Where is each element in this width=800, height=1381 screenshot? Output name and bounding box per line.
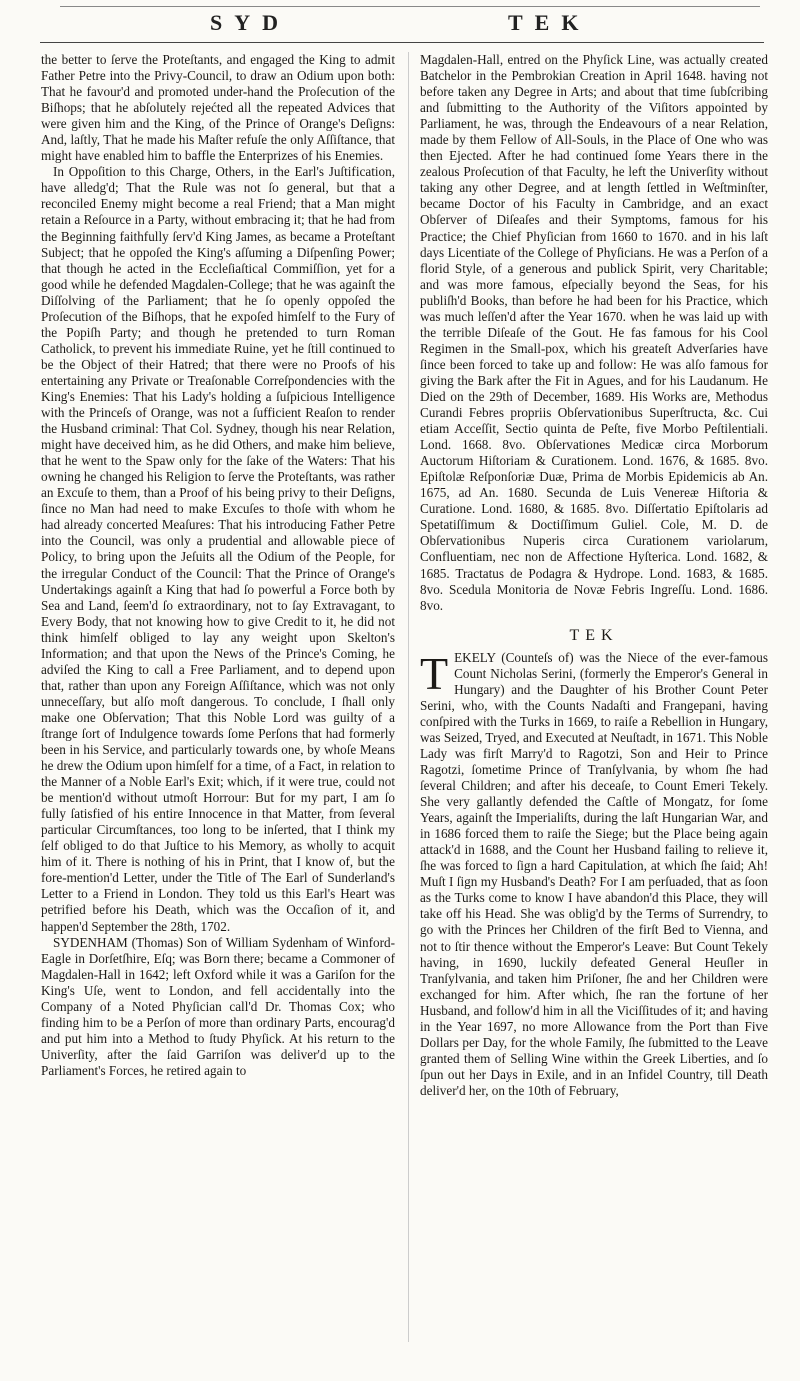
drop-cap: T (420, 647, 449, 699)
running-head-right: TEK (508, 10, 591, 35)
right-column (420, 52, 768, 1099)
top-rule (60, 6, 760, 7)
tekely-entry (420, 647, 768, 1099)
header-rule (40, 42, 764, 43)
left-column (41, 52, 395, 1079)
tekely-entry-text: EKELY (Counteſs of) was the Niece of the ever-famous Count Nicholas Serini, (formerly the Emperor's General in Hungary) and the Daughter of his Brother Count Peter Serini, who, with the Counts Nadaſti and Frangepani, having conſpired with the Turks in 1669, to raiſe a Rebellion in Hungary, was Seized, Tryed, and Executed at Neuſtadt, in 1671. This Noble Lady was firſt Marry'd to Ragotzi, Son and Heir to Prince Ragotzi, ſometime Prince of Tranſylvania, by whom ſhe had ſeveral Children; and after his deceaſe, to Count Emeri Tekely. She very gallantly defended the Caſtle of Mongatz, for ſome Years, againſt the Imperialiſts, during the laſt Hungarian War, and in 1686 forced them to raiſe the Siege; but the Place being again attack'd in 1688, and the Count her Husband failing to relieve it, ſhe was forced to ſign a hard Capitulation, at which ſhe ſaid; Ah! Muſt I ſign my Husband's Death? For I am perſuaded, that as ſoon as the Turks come to know I have abandon'd this Place, they will take off his Head. She was oblig'd by the Terms of Surrendry, to go with the Princes her Children of the firſt Bed to Vienna, and not to ſtir thence without the Emperor's Leave: But Count Tekely having, in 1690, luckily defeated General Heuſler in Tranſylvania, and taken him Priſoner, ſhe and her Children were exchanged for him. After which, ſhe ran the fortune of her Husband, and follow'd him in all the Viciſſitudes of it; and having in the Year 1697, no more Allowance from the Port than Five Dollars per Day, for the whole Family, ſhe ſubmitted to the Leave granted them of Selling Wine within the Greek Liberties, and ſo ſpun out her Days in Exile, and in an Infidel Country, till Death deliver'd her, on the 10th of February, (420, 649, 768, 1098)
left-paragraph-1: the better to ſerve the Proteſtants, and engaged the King to admit Father Petre into the Privy-Council, to draw an Odium upon both: That he favour'd and promoted under-hand the Proſecution of the Biſhops; that he abſolutely rejećted all the repeated Advices that were given him and the King, of the Prince of Orange's Deſigns: And, laſtly, That he made his Maſter refuſe the only Aſſiſtance, that might have enabled him to baffle the Enterprizes of his Enemies. (41, 52, 395, 164)
left-paragraph-2: In Oppoſition to this Charge, Others, in the Earl's Juſtification, have alledg'd; That the Rule was not ſo general, but that a reconciled Enemy might become a real Friend; that a Man might retain a Reſource in a Party, without embracing it; that he had from the Beginning faithfully ſerv'd King James, as became a Proteſtant Subject; that he oppoſed the King's aſſuming a Diſpenſing Power; that though he acted in the Eccleſiaſtical Commiſſion, yet for a good while he defended Magdalen-College; that he was againſt the Diſſolving of the Parliament; that he ſo openly oppoſed the Proſecution of the Biſhops, that he expoſed himſelf to the Fury of the Popiſh Party; and though he pretended to turn Roman Catholick, to prevent his immediate Ruine, yet he ſtill continued to be the Object of their Hatred; that there were no Proofs of his entertaining any Private or Treaſonable Correſpondencies with the King's Enemies: That his Lady's holding a ſuſpicious Intelligence with the Princeſs of Orange, was not a ſufficient Reaſon to render the Husband criminal: That Col. Sydney, though his near Relation, might have deceived him, as he did Others, and make him believe, that he went to the Spaw only for the ſake of the Waters: That his owning he changed his Religion to ſerve the Proteſtants, was rather an Excuſe to them, than a Proof of his being privy to their Deſigns, ſince no Man had need to make Excuſes to thoſe with whom he had already concerted Meaſures: That his introducing Father Petre into the Council, was only a prudential and allowable piece of Policy, to bring upon the Jeſuits all the Odium of the People, for the irregular Conduct of the Council: That the Prince of Orange's Undertakings againſt a King that had ſo powerful a Force both by Sea and Land, ſeem'd ſo extraordinary, not to ſay Extravagant, to Every Body, that not knowing how to give Credit to it, he did not think himſelf obliged to lay any weight upon Skelton's Information; and that upon the News of the Prince's Coming, he adviſed the King to call a Free Parliament, and to depend upon that, rather than upon any Foreign Aſſiſtance, which was not only unneceſſary, but alſo moſt dangerous. To conclude, I ſhall only make one Obſervation; That this Noble Lord was guilty of a ſtrange ſort of Indulgence towards ſome Perſons that had formerly been in his Service, and particularly towards one, by whoſe Means he drew the Odium upon himſelf for a time, of a Fact, in relation to the Manner of a Noble Earl's Exit; which, if it were true, could not be mention'd without utmoſt Horrour: But for my part, I am ſo fully ſatisfied of his entire Innocence in that Matter, from ſeveral particular Circumſtances, too long to be inſerted, that I think my ſelf obliged to do that Juſtice to his Memory, as wholly to acquit him of it. There is nothing of his in Print, that I know of, but the fore-mention'd Letter, under the Title of The Earl of Sunderland's Letter to a Friend in London. They told us this Earl's Heart was petrified before his Death, which was the Occaſion of it, and happen'd September the 28th, 1702. (41, 164, 395, 934)
running-head-left: SYD (210, 10, 291, 35)
column-divider (408, 52, 409, 1342)
sydenham-entry: SYDENHAM (Thomas) Son of William Sydenham of Winford-Eagle in Dorſetſhire, Eſq; was Born there; became a Commoner of Magdalen-Hall in 1642; left Oxford while it was a Gariſon for the King's Uſe, went to London, and fell accidentally into the Company of a Noted Phyſician call'd Dr. Thomas Cox; who finding him to be a Perſon of more than ordinary Parts, encourag'd and put him into a Method to ſtudy Phyſick. At his return to the Univerſity, after the ſaid Garriſon was deliver'd up to the Parliament's Forces, he retired again to (41, 934, 395, 1078)
section-heading: TEK (569, 626, 619, 644)
right-paragraph-1: Magdalen-Hall, entred on the Phyſick Line, was actually created Batchelor in the Pembrokian Creation in April 1648. having not before taken any Degree in Arts; and about that time ſubſcribing and ſubmitting to the Authority of the Viſitors appointed by Parliament, he was, through the Endeavours of a near Relation, made by them Fellow of All-Souls, in the Place of One who was then Ejected. After he had continued ſome Years there in the zealous Proſecution of that Faculty, he left the Univerſity without taking any other Degree, and at length ſettled in Weſtminſter, became Doctor of his Faculty in Cambridge, and an exact Obſerver of Diſeaſes and their Symptoms, famous for his Practice; the Chief Phyſician from 1660 to 1670. and in his laſt days Licentiate of the College of Phyſicians. He was a Perſon of a florid Style, of a generous and publick Spirit, very Charitable; and was more famous, eſpecially beyond the Seas, for his publiſh'd Books, than before he had been for his Practice, which was much leſſen'd after the Year 1670. when he was laid up with the terrible Diſeaſe of the Gout. He fas famous for his Cool Regimen in the Small-pox, which his greateſt Adverſaries have ſince been forced to take up and follow: He was alſo famous for giving the Bark after the Fit in Agues, and for his Laudanum. He Died on the 29th of December, 1689. His Works are, Methodus Curandi Febres propriis Obſervationibus Superſtructa, &c. Cui etiam Acceſſit, Sectio quinta de Peſte, five Morbo Peſtilentiali. Lond. 1668. 8vo. Obſervationes Medicæ circa Morborum Auctorum Hiſtoriam & Curationem. Lond. 1676, & 1685. 8vo. Epiſtolæ Reſponſoriæ Duæ, Prima de Morbis Epidemicis ab An. 1675, ad An. 1680. Secunda de Luis Venereæ Hiſtoria & Curatione. Lond. 1680, & 1685. 8vo. Diſſertatio Epiſtolaris ad Spetatiſſimum & Doctiſſimum Guliel. Cole, M. D. de Obſervationibus Nuperis circa Curationem variolarum, Confluentiam, nec non de Affectione Hyſterica. Lond. 1682, & 1685. Tractatus de Podagra & Hydrope. Lond. 1683, & 1685. 8vo. Scedula Monitoria de Novæ Febris Ingreſſu. Lond. 1686. 8vo. (420, 52, 768, 613)
